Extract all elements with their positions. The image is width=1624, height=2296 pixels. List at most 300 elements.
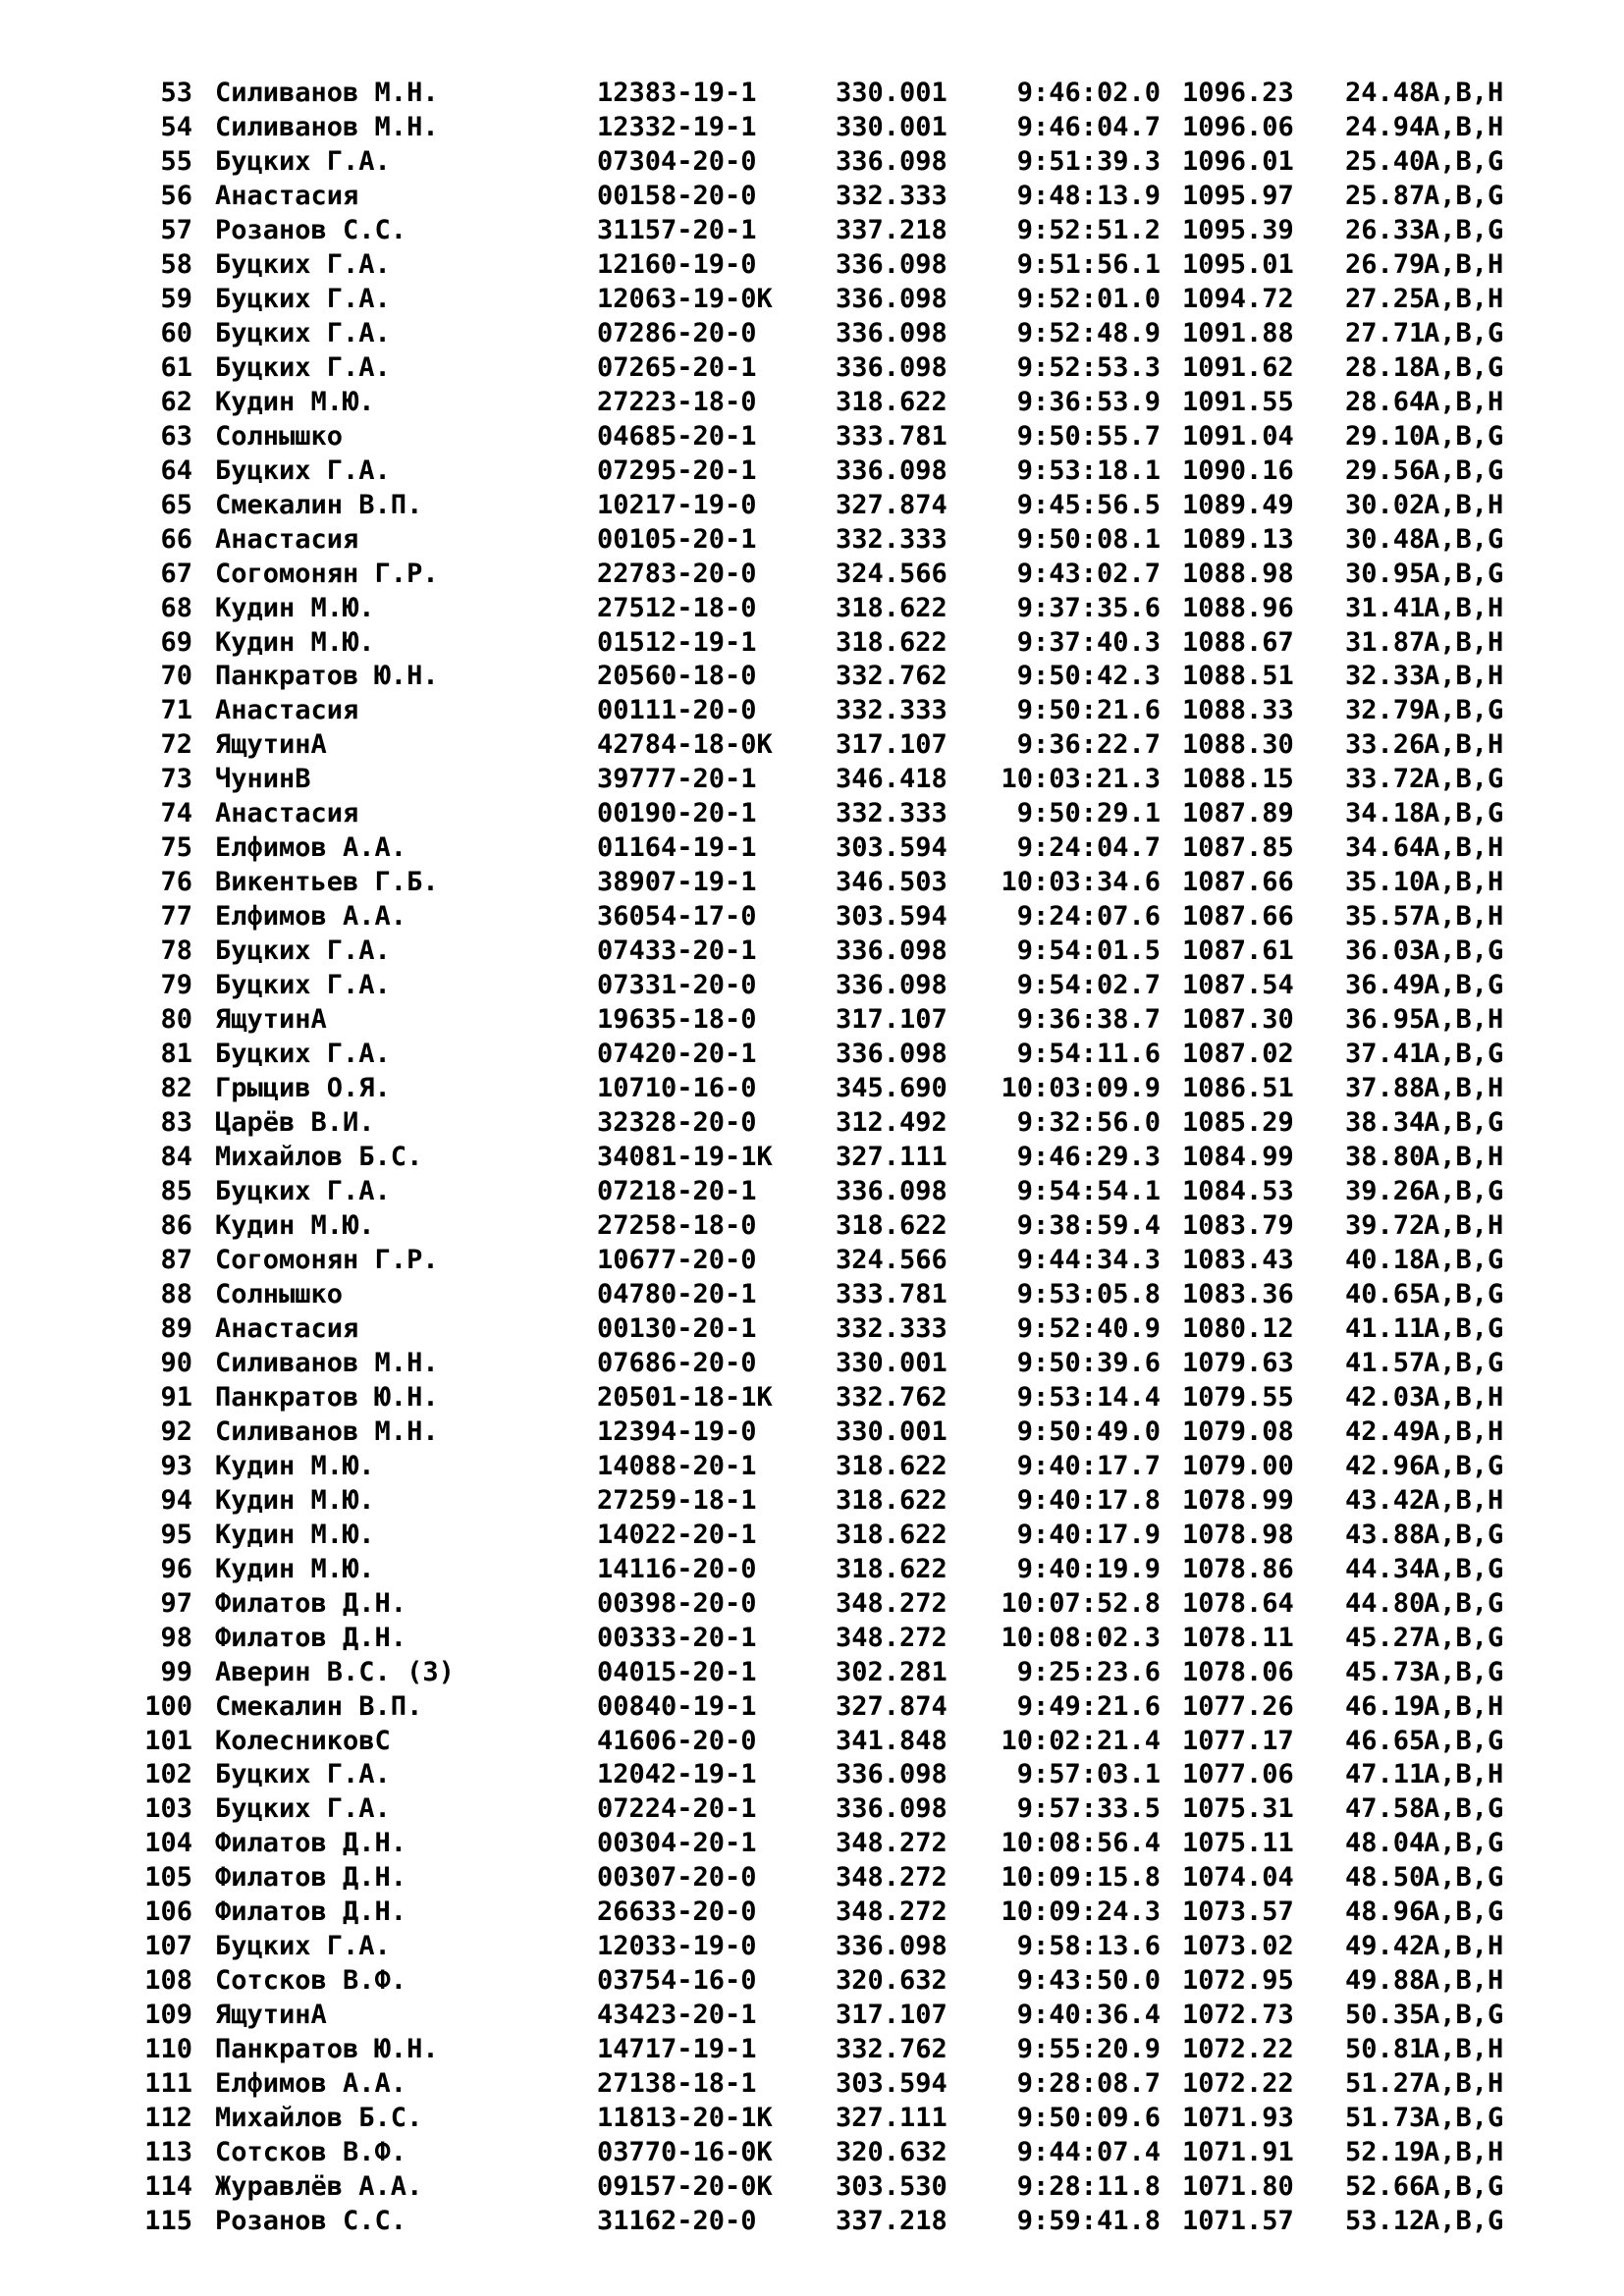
ring-number-cell: 38907-19-1 bbox=[597, 867, 757, 898]
distance-cell: 333.781 bbox=[836, 1278, 947, 1309]
fancier-name-cell: Филатов Д.Н. bbox=[215, 1862, 407, 1894]
fancier-name-cell: Елфимов А.А. bbox=[215, 2068, 407, 2100]
groups-cell: A,B,G bbox=[1424, 214, 1504, 245]
rank-cell: 115 bbox=[144, 2206, 192, 2237]
groups-cell: A,B,G bbox=[1424, 695, 1504, 726]
distance-cell: 336.098 bbox=[836, 145, 947, 177]
speed-cell: 1091.55 bbox=[1182, 386, 1294, 417]
rank-cell: 67 bbox=[160, 558, 192, 589]
rank-cell: 59 bbox=[160, 283, 192, 314]
groups-cell: A,B,G bbox=[1424, 1793, 1504, 1825]
speed-cell: 1079.63 bbox=[1182, 1347, 1294, 1378]
fancier-name-cell: Силиванов М.Н. bbox=[215, 111, 439, 142]
speed-cell: 1094.72 bbox=[1182, 283, 1294, 314]
distance-cell: 336.098 bbox=[836, 283, 947, 314]
arrival-time-cell: 10:09:15.8 bbox=[1001, 1862, 1161, 1894]
speed-cell: 1083.79 bbox=[1182, 1209, 1294, 1241]
points-cell: 46.19 bbox=[1345, 1690, 1426, 1722]
speed-cell: 1078.99 bbox=[1182, 1484, 1294, 1516]
table-row bbox=[0, 558, 1624, 592]
speed-cell: 1091.88 bbox=[1182, 317, 1294, 348]
table-row bbox=[0, 1381, 1624, 1415]
table-row bbox=[0, 1450, 1624, 1484]
table-row bbox=[0, 969, 1624, 1003]
fancier-name-cell: Кудин М.Ю. bbox=[215, 1519, 375, 1550]
arrival-time-cell: 9:53:05.8 bbox=[1016, 1278, 1161, 1309]
fancier-name-cell: Силиванов М.Н. bbox=[215, 1347, 439, 1378]
fancier-name-cell: Сотсков В.Ф. bbox=[215, 1965, 407, 1997]
fancier-name-cell: Анастасия bbox=[215, 523, 359, 555]
distance-cell: 320.632 bbox=[836, 1965, 947, 1997]
groups-cell: A,B,G bbox=[1424, 1862, 1504, 1894]
speed-cell: 1079.55 bbox=[1182, 1381, 1294, 1413]
arrival-time-cell: 9:36:22.7 bbox=[1016, 729, 1161, 761]
groups-cell: A,B,G bbox=[1424, 1553, 1504, 1584]
fancier-name-cell: Елфимов А.А. bbox=[215, 832, 407, 864]
arrival-time-cell: 9:59:41.8 bbox=[1016, 2206, 1161, 2237]
rank-cell: 112 bbox=[144, 2103, 192, 2134]
speed-cell: 1091.62 bbox=[1182, 351, 1294, 383]
table-row bbox=[0, 1725, 1624, 1759]
distance-cell: 332.762 bbox=[836, 661, 947, 692]
ring-number-cell: 00158-20-0 bbox=[597, 180, 757, 211]
distance-cell: 332.333 bbox=[836, 180, 947, 211]
arrival-time-cell: 9:46:29.3 bbox=[1016, 1142, 1161, 1173]
fancier-name-cell: Журавлёв А.А. bbox=[215, 2171, 423, 2203]
table-row bbox=[0, 1758, 1624, 1792]
table-row bbox=[0, 523, 1624, 558]
distance-cell: 330.001 bbox=[836, 1415, 947, 1447]
speed-cell: 1077.06 bbox=[1182, 1759, 1294, 1790]
rank-cell: 99 bbox=[160, 1656, 192, 1687]
table-row bbox=[0, 592, 1624, 626]
ring-number-cell: 34081-19-1K bbox=[597, 1142, 773, 1173]
points-cell: 43.42 bbox=[1345, 1484, 1426, 1516]
points-cell: 44.80 bbox=[1345, 1587, 1426, 1619]
groups-cell: A,B,G bbox=[1424, 145, 1504, 177]
ring-number-cell: 00398-20-0 bbox=[597, 1587, 757, 1619]
fancier-name-cell: Кудин М.Ю. bbox=[215, 1484, 375, 1516]
points-cell: 31.87 bbox=[1345, 626, 1426, 658]
rank-cell: 83 bbox=[160, 1107, 192, 1139]
ring-number-cell: 19635-18-0 bbox=[597, 1004, 757, 1036]
ring-number-cell: 00130-20-1 bbox=[597, 1312, 757, 1344]
table-row bbox=[0, 1175, 1624, 1209]
rank-cell: 71 bbox=[160, 695, 192, 726]
distance-cell: 324.566 bbox=[836, 1244, 947, 1275]
points-cell: 31.41 bbox=[1345, 592, 1426, 623]
rank-cell: 103 bbox=[144, 1793, 192, 1825]
table-row bbox=[0, 386, 1624, 420]
arrival-time-cell: 9:55:20.9 bbox=[1016, 2034, 1161, 2065]
arrival-time-cell: 9:54:11.6 bbox=[1016, 1039, 1161, 1070]
distance-cell: 318.622 bbox=[836, 1519, 947, 1550]
groups-cell: A,B,H bbox=[1424, 2068, 1504, 2100]
ring-number-cell: 12033-19-0 bbox=[597, 1931, 757, 1962]
speed-cell: 1087.89 bbox=[1182, 798, 1294, 829]
rank-cell: 100 bbox=[144, 1690, 192, 1722]
fancier-name-cell: Панкратов Ю.Н. bbox=[215, 1381, 439, 1413]
arrival-time-cell: 9:53:18.1 bbox=[1016, 454, 1161, 486]
points-cell: 28.18 bbox=[1345, 351, 1426, 383]
distance-cell: 324.566 bbox=[836, 558, 947, 589]
speed-cell: 1095.01 bbox=[1182, 248, 1294, 280]
arrival-time-cell: 9:50:55.7 bbox=[1016, 420, 1161, 452]
distance-cell: 336.098 bbox=[836, 1931, 947, 1962]
speed-cell: 1080.12 bbox=[1182, 1312, 1294, 1344]
ring-number-cell: 12063-19-0K bbox=[597, 283, 773, 314]
distance-cell: 303.594 bbox=[836, 901, 947, 933]
speed-cell: 1088.33 bbox=[1182, 695, 1294, 726]
arrival-time-cell: 9:40:17.8 bbox=[1016, 1484, 1161, 1516]
rank-cell: 76 bbox=[160, 867, 192, 898]
arrival-time-cell: 9:52:53.3 bbox=[1016, 351, 1161, 383]
distance-cell: 333.781 bbox=[836, 420, 947, 452]
fancier-name-cell: Михайлов Б.С. bbox=[215, 2103, 423, 2134]
distance-cell: 332.333 bbox=[836, 695, 947, 726]
ring-number-cell: 27512-18-0 bbox=[597, 592, 757, 623]
groups-cell: A,B,G bbox=[1424, 1039, 1504, 1070]
table-row bbox=[0, 866, 1624, 900]
rank-cell: 68 bbox=[160, 592, 192, 623]
speed-cell: 1084.53 bbox=[1182, 1176, 1294, 1206]
groups-cell: A,B,G bbox=[1424, 2206, 1504, 2237]
table-row bbox=[0, 77, 1624, 111]
fancier-name-cell: Филатов Д.Н. bbox=[215, 1622, 407, 1653]
speed-cell: 1072.22 bbox=[1182, 2068, 1294, 2100]
table-row bbox=[0, 1622, 1624, 1656]
distance-cell: 348.272 bbox=[836, 1622, 947, 1653]
distance-cell: 336.098 bbox=[836, 351, 947, 383]
distance-cell: 318.622 bbox=[836, 1450, 947, 1481]
arrival-time-cell: 9:28:08.7 bbox=[1016, 2068, 1161, 2100]
table-row bbox=[0, 214, 1624, 248]
ring-number-cell: 14088-20-1 bbox=[597, 1450, 757, 1481]
table-row bbox=[0, 1999, 1624, 2033]
speed-cell: 1072.95 bbox=[1182, 1965, 1294, 1997]
ring-number-cell: 00105-20-1 bbox=[597, 523, 757, 555]
fancier-name-cell: Буцких Г.А. bbox=[215, 248, 391, 280]
ring-number-cell: 07433-20-1 bbox=[597, 935, 757, 967]
arrival-time-cell: 9:50:49.0 bbox=[1016, 1415, 1161, 1447]
distance-cell: 327.111 bbox=[836, 2103, 947, 2134]
rank-cell: 95 bbox=[160, 1519, 192, 1550]
groups-cell: A,B,H bbox=[1424, 592, 1504, 623]
arrival-time-cell: 9:25:23.6 bbox=[1016, 1656, 1161, 1687]
groups-cell: A,B,G bbox=[1424, 523, 1504, 555]
fancier-name-cell: Елфимов А.А. bbox=[215, 901, 407, 933]
distance-cell: 332.762 bbox=[836, 1381, 947, 1413]
arrival-time-cell: 9:54:54.1 bbox=[1016, 1176, 1161, 1206]
speed-cell: 1096.01 bbox=[1182, 145, 1294, 177]
distance-cell: 318.622 bbox=[836, 386, 947, 417]
table-row bbox=[0, 1861, 1624, 1896]
rank-cell: 87 bbox=[160, 1244, 192, 1275]
speed-cell: 1088.67 bbox=[1182, 626, 1294, 658]
distance-cell: 337.218 bbox=[836, 214, 947, 245]
ring-number-cell: 14717-19-1 bbox=[597, 2034, 757, 2065]
rank-cell: 97 bbox=[160, 1587, 192, 1619]
fancier-name-cell: Буцких Г.А. bbox=[215, 1931, 391, 1962]
points-cell: 52.19 bbox=[1345, 2137, 1426, 2168]
fancier-name-cell: Буцких Г.А. bbox=[215, 1759, 391, 1790]
points-cell: 47.11 bbox=[1345, 1759, 1426, 1790]
distance-cell: 330.001 bbox=[836, 1347, 947, 1378]
groups-cell: A,B,G bbox=[1424, 2000, 1504, 2031]
arrival-time-cell: 9:50:08.1 bbox=[1016, 523, 1161, 555]
rank-cell: 55 bbox=[160, 145, 192, 177]
rank-cell: 63 bbox=[160, 420, 192, 452]
ring-number-cell: 07265-20-1 bbox=[597, 351, 757, 383]
arrival-time-cell: 9:57:03.1 bbox=[1016, 1759, 1161, 1790]
fancier-name-cell: Филатов Д.Н. bbox=[215, 1828, 407, 1859]
fancier-name-cell: Буцких Г.А. bbox=[215, 351, 391, 383]
table-row bbox=[0, 1519, 1624, 1553]
table-row bbox=[0, 1553, 1624, 1587]
table-row bbox=[0, 1792, 1624, 1827]
table-row bbox=[0, 694, 1624, 728]
ring-number-cell: 09157-20-0K bbox=[597, 2171, 773, 2203]
groups-cell: A,B,G bbox=[1424, 558, 1504, 589]
rank-cell: 86 bbox=[160, 1209, 192, 1241]
points-cell: 39.26 bbox=[1345, 1176, 1426, 1206]
rank-cell: 64 bbox=[160, 454, 192, 486]
distance-cell: 327.874 bbox=[836, 1690, 947, 1722]
distance-cell: 312.492 bbox=[836, 1107, 947, 1139]
speed-cell: 1089.13 bbox=[1182, 523, 1294, 555]
speed-cell: 1071.80 bbox=[1182, 2171, 1294, 2203]
table-row bbox=[0, 2067, 1624, 2102]
arrival-time-cell: 10:08:56.4 bbox=[1001, 1828, 1161, 1859]
distance-cell: 303.594 bbox=[836, 2068, 947, 2100]
distance-cell: 317.107 bbox=[836, 2000, 947, 2031]
arrival-time-cell: 9:46:02.0 bbox=[1016, 78, 1161, 108]
ring-number-cell: 26633-20-0 bbox=[597, 1896, 757, 1928]
groups-cell: A,B,H bbox=[1424, 78, 1504, 108]
arrival-time-cell: 9:46:04.7 bbox=[1016, 111, 1161, 142]
points-cell: 44.34 bbox=[1345, 1553, 1426, 1584]
rank-cell: 53 bbox=[160, 78, 192, 108]
groups-cell: A,B,H bbox=[1424, 1931, 1504, 1962]
groups-cell: A,B,G bbox=[1424, 1244, 1504, 1275]
groups-cell: A,B,G bbox=[1424, 1519, 1504, 1550]
arrival-time-cell: 9:51:39.3 bbox=[1016, 145, 1161, 177]
speed-cell: 1087.30 bbox=[1182, 1004, 1294, 1036]
table-row bbox=[0, 1312, 1624, 1347]
arrival-time-cell: 9:57:33.5 bbox=[1016, 1793, 1161, 1825]
arrival-time-cell: 9:51:56.1 bbox=[1016, 248, 1161, 280]
arrival-time-cell: 9:36:53.9 bbox=[1016, 386, 1161, 417]
distance-cell: 303.594 bbox=[836, 832, 947, 864]
points-cell: 30.95 bbox=[1345, 558, 1426, 589]
distance-cell: 348.272 bbox=[836, 1896, 947, 1928]
points-cell: 39.72 bbox=[1345, 1209, 1426, 1241]
speed-cell: 1095.97 bbox=[1182, 180, 1294, 211]
rank-cell: 94 bbox=[160, 1484, 192, 1516]
distance-cell: 318.622 bbox=[836, 1553, 947, 1584]
points-cell: 34.64 bbox=[1345, 832, 1426, 864]
points-cell: 27.25 bbox=[1345, 283, 1426, 314]
points-cell: 51.73 bbox=[1345, 2103, 1426, 2134]
groups-cell: A,B,H bbox=[1424, 1759, 1504, 1790]
groups-cell: A,B,H bbox=[1424, 1484, 1504, 1516]
arrival-time-cell: 9:52:01.0 bbox=[1016, 283, 1161, 314]
table-row bbox=[0, 2136, 1624, 2170]
rank-cell: 85 bbox=[160, 1176, 192, 1206]
arrival-time-cell: 10:03:21.3 bbox=[1001, 764, 1161, 795]
arrival-time-cell: 9:37:40.3 bbox=[1016, 626, 1161, 658]
arrival-time-cell: 10:07:52.8 bbox=[1001, 1587, 1161, 1619]
rank-cell: 66 bbox=[160, 523, 192, 555]
fancier-name-cell: Панкратов Ю.Н. bbox=[215, 661, 439, 692]
distance-cell: 336.098 bbox=[836, 1039, 947, 1070]
points-cell: 35.10 bbox=[1345, 867, 1426, 898]
points-cell: 26.79 bbox=[1345, 248, 1426, 280]
rank-cell: 93 bbox=[160, 1450, 192, 1481]
points-cell: 52.66 bbox=[1345, 2171, 1426, 2203]
speed-cell: 1088.98 bbox=[1182, 558, 1294, 589]
groups-cell: A,B,H bbox=[1424, 729, 1504, 761]
distance-cell: 330.001 bbox=[836, 78, 947, 108]
groups-cell: A,B,G bbox=[1424, 420, 1504, 452]
points-cell: 48.04 bbox=[1345, 1828, 1426, 1859]
arrival-time-cell: 9:36:38.7 bbox=[1016, 1004, 1161, 1036]
ring-number-cell: 07304-20-0 bbox=[597, 145, 757, 177]
groups-cell: A,B,G bbox=[1424, 1312, 1504, 1344]
fancier-name-cell: Солнышко bbox=[215, 1278, 344, 1309]
table-row bbox=[0, 145, 1624, 180]
table-row bbox=[0, 111, 1624, 145]
rank-cell: 56 bbox=[160, 180, 192, 211]
fancier-name-cell: Сотсков В.Ф. bbox=[215, 2137, 407, 2168]
table-row bbox=[0, 454, 1624, 489]
points-cell: 45.73 bbox=[1345, 1656, 1426, 1687]
speed-cell: 1079.08 bbox=[1182, 1415, 1294, 1447]
table-row bbox=[0, 900, 1624, 934]
fancier-name-cell: Царёв В.И. bbox=[215, 1107, 375, 1139]
table-row bbox=[0, 1244, 1624, 1278]
ring-number-cell: 20560-18-0 bbox=[597, 661, 757, 692]
distance-cell: 332.762 bbox=[836, 2034, 947, 2065]
arrival-time-cell: 9:50:09.6 bbox=[1016, 2103, 1161, 2134]
distance-cell: 337.218 bbox=[836, 2206, 947, 2237]
speed-cell: 1089.49 bbox=[1182, 489, 1294, 520]
speed-cell: 1073.02 bbox=[1182, 1931, 1294, 1962]
ring-number-cell: 00333-20-1 bbox=[597, 1622, 757, 1653]
table-row bbox=[0, 1587, 1624, 1622]
points-cell: 36.03 bbox=[1345, 935, 1426, 967]
arrival-time-cell: 9:58:13.6 bbox=[1016, 1931, 1161, 1962]
groups-cell: A,B,H bbox=[1424, 832, 1504, 864]
arrival-time-cell: 9:44:07.4 bbox=[1016, 2137, 1161, 2168]
rank-cell: 54 bbox=[160, 111, 192, 142]
points-cell: 40.18 bbox=[1345, 1244, 1426, 1275]
distance-cell: 336.098 bbox=[836, 1176, 947, 1206]
distance-cell: 341.848 bbox=[836, 1725, 947, 1756]
rank-cell: 78 bbox=[160, 935, 192, 967]
distance-cell: 346.418 bbox=[836, 764, 947, 795]
speed-cell: 1096.23 bbox=[1182, 78, 1294, 108]
speed-cell: 1095.39 bbox=[1182, 214, 1294, 245]
table-row bbox=[0, 934, 1624, 969]
arrival-time-cell: 9:40:17.7 bbox=[1016, 1450, 1161, 1481]
points-cell: 41.11 bbox=[1345, 1312, 1426, 1344]
points-cell: 43.88 bbox=[1345, 1519, 1426, 1550]
fancier-name-cell: Буцких Г.А. bbox=[215, 1793, 391, 1825]
speed-cell: 1084.99 bbox=[1182, 1142, 1294, 1173]
rank-cell: 69 bbox=[160, 626, 192, 658]
fancier-name-cell: Силиванов М.Н. bbox=[215, 1415, 439, 1447]
groups-cell: A,B,G bbox=[1424, 1347, 1504, 1378]
arrival-time-cell: 9:40:19.9 bbox=[1016, 1553, 1161, 1584]
ring-number-cell: 27138-18-1 bbox=[597, 2068, 757, 2100]
fancier-name-cell: Розанов С.С. bbox=[215, 2206, 407, 2237]
rank-cell: 81 bbox=[160, 1039, 192, 1070]
table-row bbox=[0, 420, 1624, 454]
speed-cell: 1087.66 bbox=[1182, 867, 1294, 898]
speed-cell: 1072.22 bbox=[1182, 2034, 1294, 2065]
ring-number-cell: 01164-19-1 bbox=[597, 832, 757, 864]
distance-cell: 317.107 bbox=[836, 1004, 947, 1036]
ring-number-cell: 07331-20-0 bbox=[597, 970, 757, 1001]
distance-cell: 336.098 bbox=[836, 1759, 947, 1790]
ring-number-cell: 07420-20-1 bbox=[597, 1039, 757, 1070]
table-row bbox=[0, 489, 1624, 523]
rank-cell: 82 bbox=[160, 1073, 192, 1104]
arrival-time-cell: 9:54:01.5 bbox=[1016, 935, 1161, 967]
table-row bbox=[0, 2205, 1624, 2239]
points-cell: 36.95 bbox=[1345, 1004, 1426, 1036]
points-cell: 40.65 bbox=[1345, 1278, 1426, 1309]
table-row bbox=[0, 317, 1624, 351]
points-cell: 33.26 bbox=[1345, 729, 1426, 761]
speed-cell: 1091.04 bbox=[1182, 420, 1294, 452]
arrival-time-cell: 9:54:02.7 bbox=[1016, 970, 1161, 1001]
points-cell: 37.88 bbox=[1345, 1073, 1426, 1104]
ring-number-cell: 07295-20-1 bbox=[597, 454, 757, 486]
rank-cell: 61 bbox=[160, 351, 192, 383]
points-cell: 35.57 bbox=[1345, 901, 1426, 933]
groups-cell: A,B,H bbox=[1424, 2034, 1504, 2065]
arrival-time-cell: 10:09:24.3 bbox=[1001, 1896, 1161, 1928]
groups-cell: A,B,H bbox=[1424, 1073, 1504, 1104]
distance-cell: 320.632 bbox=[836, 2137, 947, 2168]
groups-cell: A,B,G bbox=[1424, 1278, 1504, 1309]
groups-cell: A,B,H bbox=[1424, 867, 1504, 898]
rank-cell: 70 bbox=[160, 661, 192, 692]
points-cell: 32.33 bbox=[1345, 661, 1426, 692]
fancier-name-cell: Грыцив О.Я. bbox=[215, 1073, 391, 1104]
table-row bbox=[0, 1003, 1624, 1038]
ring-number-cell: 04780-20-1 bbox=[597, 1278, 757, 1309]
speed-cell: 1071.91 bbox=[1182, 2137, 1294, 2168]
table-row bbox=[0, 797, 1624, 831]
rank-cell: 60 bbox=[160, 317, 192, 348]
points-cell: 38.34 bbox=[1345, 1107, 1426, 1139]
fancier-name-cell: ЯщутинА bbox=[215, 2000, 327, 2031]
fancier-name-cell: Филатов Д.Н. bbox=[215, 1587, 407, 1619]
groups-cell: A,B,H bbox=[1424, 1415, 1504, 1447]
rank-cell: 57 bbox=[160, 214, 192, 245]
fancier-name-cell: Анастасия bbox=[215, 798, 359, 829]
groups-cell: A,B,H bbox=[1424, 1209, 1504, 1241]
ring-number-cell: 03754-16-0 bbox=[597, 1965, 757, 1997]
speed-cell: 1088.51 bbox=[1182, 661, 1294, 692]
table-row bbox=[0, 1106, 1624, 1141]
fancier-name-cell: Смекалин В.П. bbox=[215, 1690, 423, 1722]
groups-cell: A,B,G bbox=[1424, 1896, 1504, 1928]
arrival-time-cell: 9:24:04.7 bbox=[1016, 832, 1161, 864]
